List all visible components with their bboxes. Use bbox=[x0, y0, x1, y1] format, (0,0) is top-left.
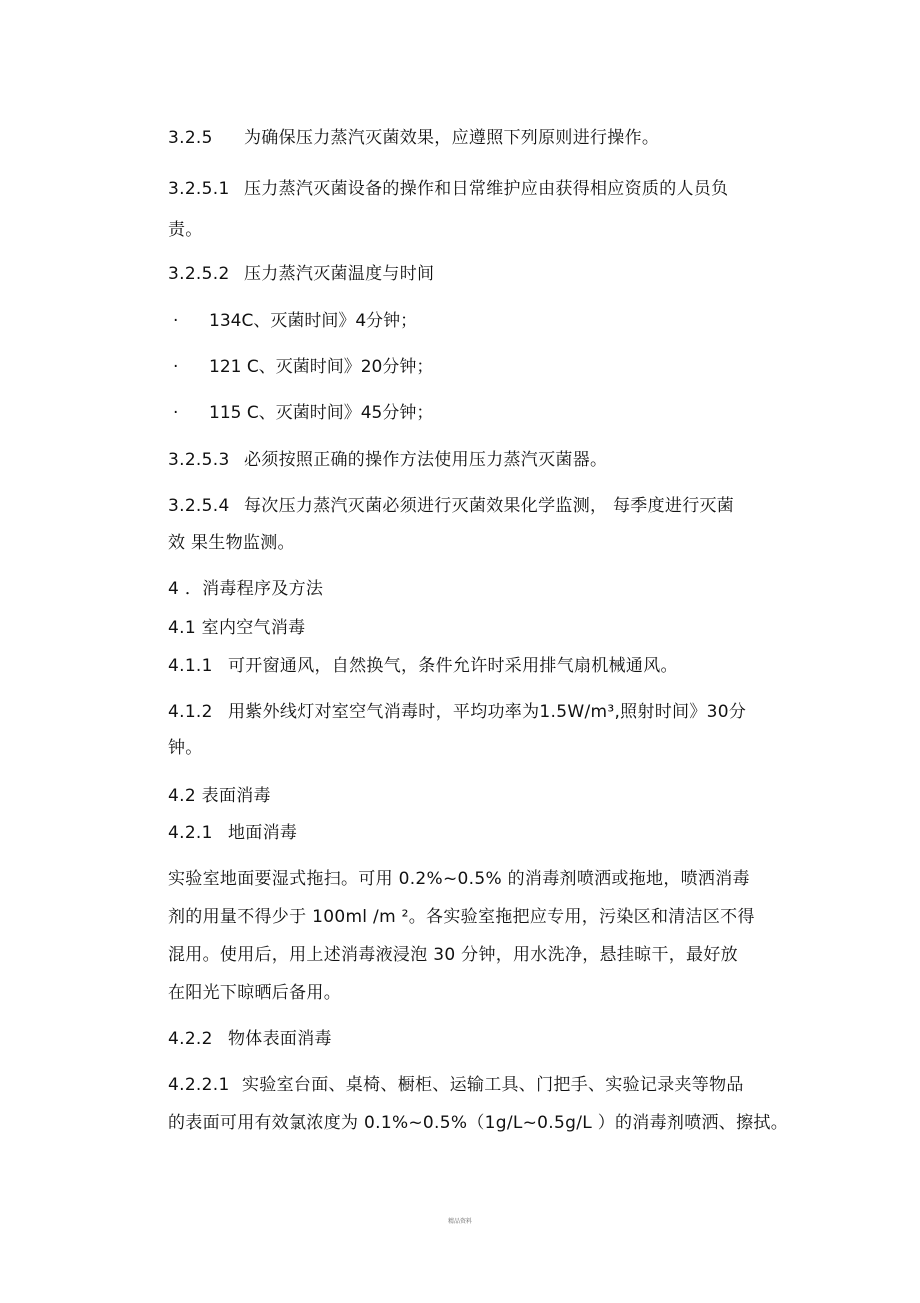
section-3-2-5-4 bbox=[168, 496, 734, 516]
section-4-2-2-1 bbox=[168, 1075, 744, 1095]
bullet-dot: · bbox=[173, 311, 179, 331]
paragraph-line: 混用。使用后，用上述消毒液浸泡 30 分钟，用水洗净，悬挂晾干，最好放 bbox=[168, 945, 738, 965]
section-number: 3.2.5.2 bbox=[168, 264, 230, 284]
section-text: 实验室台面、桌椅、橱柜、运输工具、门把手、实验记录夹等物品 bbox=[242, 1075, 744, 1095]
bullet-item: 115 C、灭菌时间》45分钟； bbox=[209, 403, 434, 423]
section-text: 责。 bbox=[168, 220, 203, 240]
paragraph-line: 在阳光下晾晒后备用。 bbox=[168, 983, 341, 1003]
section-3-2-5-2 bbox=[168, 264, 434, 284]
section-4-2-2 bbox=[168, 1029, 332, 1049]
section-4-2-1 bbox=[168, 823, 297, 843]
bullet-item: 134C、灭菌时间》4分钟； bbox=[209, 311, 418, 331]
section-3-2-5-3 bbox=[168, 450, 607, 470]
section-number: 4.1.2 bbox=[168, 702, 213, 722]
bullet-dot: · bbox=[173, 357, 179, 377]
section-3-2-5 bbox=[168, 128, 659, 148]
heading-4-2 bbox=[168, 786, 271, 806]
paragraph-line: 剂的用量不得少于 100ml /m ²。各实验室拖把应专用，污染区和清洁区不得 bbox=[168, 907, 755, 927]
section-text: 压力蒸汽灭菌设备的操作和日常维护应由获得相应资质的人员负 bbox=[244, 179, 729, 199]
section-3-2-5-4-cont bbox=[168, 533, 295, 553]
section-number: 3.2.5.1 bbox=[168, 179, 230, 199]
section-text: 物体表面消毒 bbox=[228, 1029, 332, 1049]
page-footer: 精品资料 bbox=[447, 1218, 472, 1225]
heading-text: 4.2 表面消毒 bbox=[168, 786, 271, 806]
section-number: 4.1.1 bbox=[168, 656, 213, 676]
section-4-2-2-1-cont bbox=[168, 1113, 788, 1133]
section-3-2-5-1-cont bbox=[168, 220, 203, 240]
section-text: 可开窗通风，自然换气，条件允许时采用排气扇机械通风。 bbox=[228, 656, 678, 676]
section-number: 4.2.2 bbox=[168, 1029, 213, 1049]
section-text: 用紫外线灯对室空气消毒时，平均功率为1.5W/m³,照射时间》30分 bbox=[228, 702, 747, 722]
paragraph-line: 实验室地面要湿式拖扫。可用 0.2%~0.5% 的消毒剂喷洒或拖地，喷洒消毒 bbox=[168, 869, 750, 889]
section-4-1-2-cont bbox=[168, 738, 203, 758]
section-text: 每次压力蒸汽灭菌必须进行灭菌效果化学监测， 每季度进行灭菌 bbox=[244, 496, 735, 516]
section-4-1-1 bbox=[168, 656, 678, 676]
section-3-2-5-1 bbox=[168, 179, 728, 199]
heading-text: 4 ．消毒程序及方法 bbox=[168, 579, 324, 599]
bullet-item: 121 C、灭菌时间》20分钟； bbox=[209, 357, 434, 377]
section-text: 地面消毒 bbox=[228, 823, 298, 843]
section-text: 为确保压力蒸汽灭菌效果，应遵照下列原则进行操作。 bbox=[244, 128, 660, 148]
section-text: 压力蒸汽灭菌温度与时间 bbox=[244, 264, 435, 284]
heading-text: 4.1 室内空气消毒 bbox=[168, 618, 306, 638]
bullet-dot: · bbox=[173, 403, 179, 423]
section-text: 效 果生物监测。 bbox=[168, 533, 295, 553]
section-number: 4.2.2.1 bbox=[168, 1075, 230, 1095]
section-text: 钟。 bbox=[168, 738, 203, 758]
section-4-1-2 bbox=[168, 702, 746, 722]
section-number: 3.2.5 bbox=[168, 128, 213, 148]
section-text: 必须按照正确的操作方法使用压力蒸汽灭菌器。 bbox=[244, 450, 608, 470]
heading-4-1 bbox=[168, 618, 305, 638]
section-number: 4.2.1 bbox=[168, 823, 213, 843]
section-number: 3.2.5.3 bbox=[168, 450, 230, 470]
section-text: 的表面可用有效氯浓度为 0.1%~0.5%（1g/L~0.5g/L ）的消毒剂喷洒、擦拭。 bbox=[168, 1113, 789, 1133]
heading-4 bbox=[168, 579, 323, 599]
section-number: 3.2.5.4 bbox=[168, 496, 230, 516]
